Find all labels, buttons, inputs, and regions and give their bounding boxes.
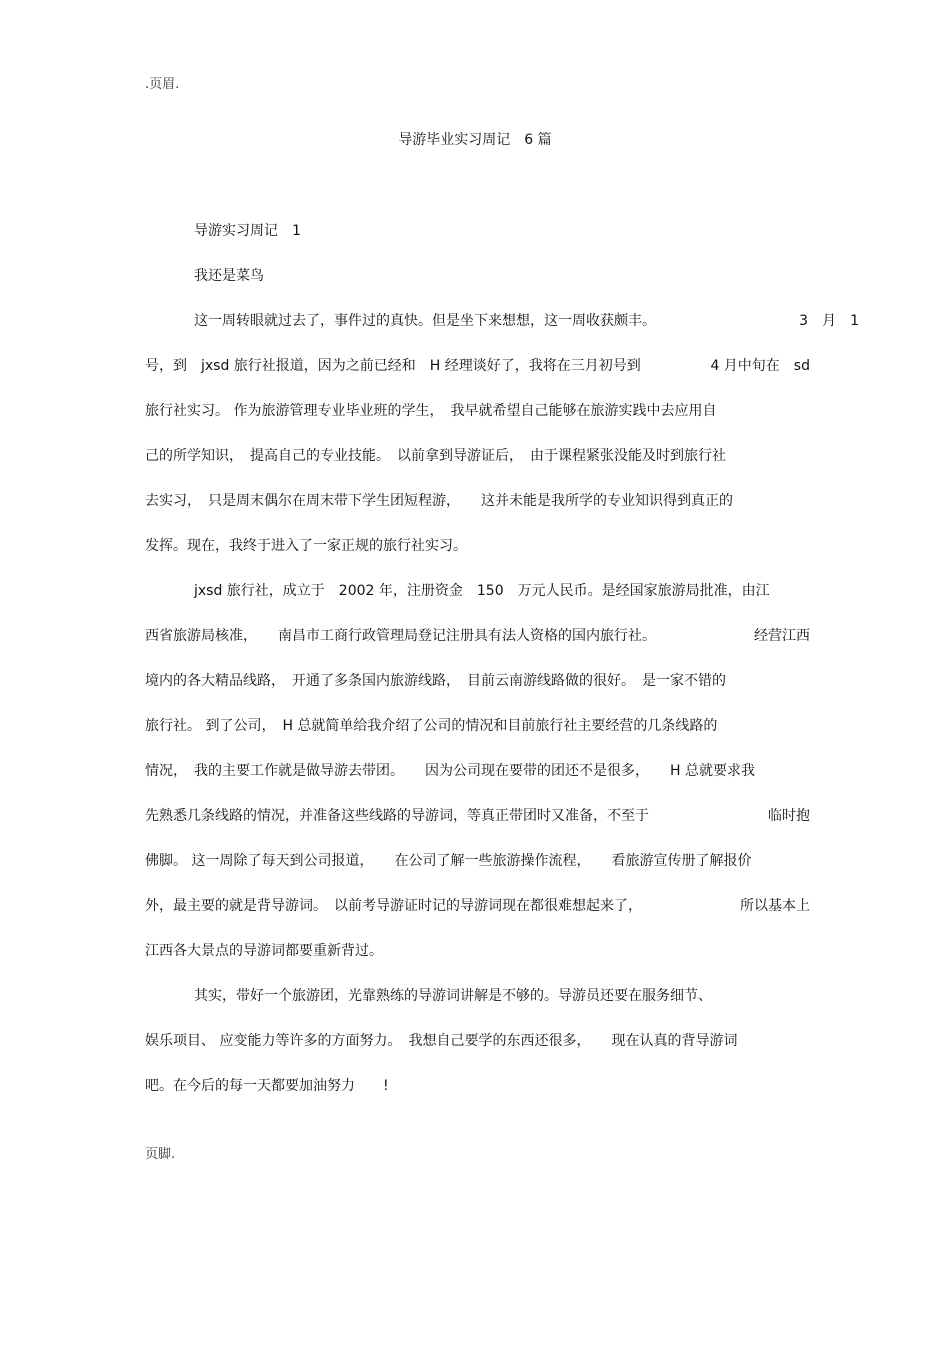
paragraph-line: 佛脚。 这一周除了每天到公司报道， 在公司了解一些旅游操作流程， 看旅游宣传册了解报价 [145, 853, 752, 869]
paragraph-line: 去实习， 只是周末偶尔在周末带下学生团短程游， 这并未能是我所学的专业知识得到真正的 [145, 493, 733, 509]
paragraph-line: 旅行社实习。 作为旅游管理专业毕业班的学生， 我早就希望自己能够在旅游实践中去应用自 [145, 403, 717, 419]
paragraph-line: 境内的各大精品线路， 开通了多条国内旅游线路， 目前云南游线路做的很好。 是一家不错的 [145, 673, 726, 689]
paragraph-line: 江西各大景点的导游词都要重新背过。 [145, 943, 383, 959]
page-footer: 页脚. [145, 1147, 176, 1162]
page-header: .页眉. [145, 77, 180, 92]
paragraph-line: 先熟悉几条线路的情况，并准备这些线路的导游词，等真正带团时又准备，不至于 临时抱 [145, 808, 810, 824]
paragraph-line: 娱乐项目、 应变能力等许多的方面努力。 我想自己要学的东西还很多， 现在认真的背导游词 [145, 1033, 738, 1049]
subheading: 我还是菜鸟 [194, 268, 264, 284]
paragraph-line: 外，最主要的就是背导游词。 以前考导游证时记的导游词现在都很难想起来了， 所以基本上 [145, 898, 810, 914]
paragraph-line: 号，到 jxsd 旅行社报道，因为之前已经和 H 经理谈好了，我将在三月初号到 4 月中旬在 sd [145, 358, 810, 374]
section-heading: 导游实习周记 1 [194, 223, 301, 239]
paragraph-line: 这一周转眼就过去了，事件过的真快。但是坐下来想想，这一周收获颇丰。 3 月 1 [194, 313, 859, 329]
paragraph-line: jxsd 旅行社，成立于 2002 年，注册资金 150 万元人民币。是经国家旅游局批准，由江 [194, 583, 770, 599]
paragraph-line: 情况， 我的主要工作就是做导游去带团。 因为公司现在要带的团还不是很多， H 总就要求我 [145, 763, 755, 779]
document-body [145, 220, 859, 1120]
document-title: 导游毕业实习周记 6 篇 [398, 132, 552, 148]
paragraph-line: 西省旅游局核准， 南昌市工商行政管理局登记注册具有法人资格的国内旅行社。 经营江西 [145, 628, 810, 644]
paragraph-line: 发挥。现在，我终于进入了一家正规的旅行社实习。 [145, 538, 467, 554]
paragraph-line: 己的所学知识， 提高自己的专业技能。 以前拿到导游证后， 由于课程紧张没能及时到旅行社 [145, 448, 726, 464]
paragraph-line: 旅行社。 到了公司， H 总就简单给我介绍了公司的情况和目前旅行社主要经营的几条线路的 [145, 718, 718, 734]
paragraph-line: 吧。在今后的每一天都要加油努力 ! [145, 1078, 389, 1094]
paragraph-line: 其实，带好一个旅游团，光靠熟练的导游词讲解是不够的。导游员还要在服务细节、 [194, 988, 712, 1004]
